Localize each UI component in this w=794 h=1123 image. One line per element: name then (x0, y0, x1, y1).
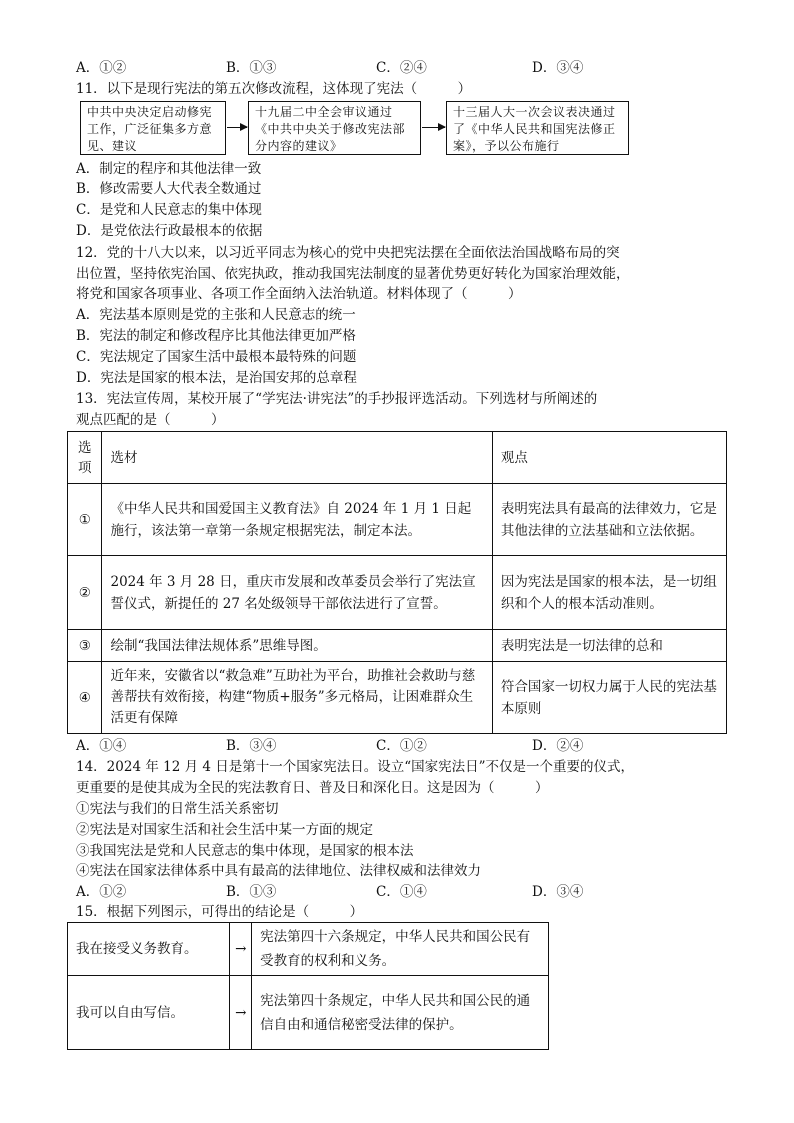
q11-flow-step-2: 十九届二中全会审议通过《中共中央关于修改宪法部分内容的建议》 (248, 101, 421, 155)
q13-table (67, 431, 727, 734)
table-row (68, 630, 727, 662)
q14-option-b[interactable]: B．①③ (226, 884, 277, 900)
q15-diagram-table (67, 922, 549, 1050)
q13-header-view: 观点 (492, 432, 726, 484)
q12-stem-line-3: 将党和国家各项事业、各项工作全面纳入法治轨道。材料体现了（ ） (76, 286, 522, 302)
q13-stem-line-2: 观点匹配的是（ ） (76, 412, 225, 428)
q13-row-view: 表明宪法具有最高的法律效力，它是其他法律的立法基础和立法依据。 (492, 484, 726, 556)
q14-stem-line-2: 更重要的是使其成为全民的宪法教育日、普及日和深化日。这是因为（ ） (76, 780, 549, 796)
q13-row-material: 绘制“我国法律法规体系”思维导图。 (102, 630, 492, 662)
q10-option-a[interactable]: A．①② (76, 60, 127, 76)
q13-row-mark: ② (68, 556, 102, 630)
q12-option-c[interactable]: C．宪法规定了国家生活中最根本最特殊的问题 (76, 349, 357, 365)
q11-option-c[interactable]: C．是党和人民意志的集中体现 (76, 202, 262, 218)
q15-row-provision: 宪法第四十条规定，中华人民共和国公民的通信自由和通信秘密受法律的保护。 (252, 976, 549, 1050)
q12-stem-line-2: 出位置，坚持依宪治国、依宪执政，推动我国宪法制度的显著优势更好转化为国家治理效能， (76, 266, 630, 282)
q10-option-c[interactable]: C．②④ (376, 60, 427, 76)
q13-row-material: 2024 年 3 月 28 日，重庆市发展和改革委员会举行了宪法宣誓仪式，新提任的 27 名处级领导干部依法进行了宣誓。 (102, 556, 492, 630)
q14-option-a[interactable]: A．①② (76, 884, 127, 900)
q14-option-d[interactable]: D．③④ (532, 884, 584, 900)
q13-option-a[interactable]: A．①④ (76, 738, 127, 754)
q14-statement-2: ②宪法是对国家生活和社会生活中某一方面的规定 (76, 822, 373, 838)
arrow-right-icon: → (230, 976, 252, 1050)
q12-option-b[interactable]: B．宪法的制定和修改程序比其他法律更加严格 (76, 328, 356, 344)
q13-option-d[interactable]: D．②④ (532, 738, 584, 754)
arrow-right-icon: → (230, 923, 252, 976)
q15-row-fact: 我可以自由写信。 (68, 976, 230, 1050)
q10-option-d[interactable]: D．③④ (532, 60, 584, 76)
q11-option-a[interactable]: A．制定的程序和其他法律一致 (76, 161, 262, 177)
q13-option-c[interactable]: C．①② (376, 738, 427, 754)
q10-options (76, 59, 716, 77)
q11-stem: 11．以下是现行宪法的第五次修改流程，这体现了宪法（ ） (76, 81, 472, 97)
q13-stem-line-1: 13．宪法宣传周，某校开展了“学宪法·讲宪法”的手抄报评选活动。下列选材与所阐述的 (76, 391, 598, 407)
q15-stem: 15．根据下列图示，可得出的结论是（ ） (76, 904, 364, 920)
q14-statement-3: ③我国宪法是党和人民意志的集中体现，是国家的根本法 (76, 843, 414, 859)
q13-row-mark: ④ (68, 662, 102, 734)
q11-option-b[interactable]: B．修改需要人大代表全数通过 (76, 181, 262, 197)
q13-option-b[interactable]: B．③④ (226, 738, 277, 754)
q14-option-c[interactable]: C．①④ (376, 884, 427, 900)
q11-flow-arrow-2 (422, 127, 445, 128)
table-row (68, 976, 549, 1050)
q14-stem-line-1: 14．2024 年 12 月 4 日是第十一个国家宪法日。设立“国家宪法日”不仅是一个重要的仪式， (76, 759, 635, 775)
table-row (68, 923, 549, 976)
q11-flow-step-1: 中共中央决定启动修宪工作，广泛征集多方意见、建议 (80, 101, 226, 155)
q14-statement-4: ④宪法在国家法律体系中具有最高的法律地位、法律权威和法律效力 (76, 863, 481, 879)
q13-row-view: 表明宪法是一切法律的总和 (492, 630, 726, 662)
q12-option-d[interactable]: D．宪法是国家的根本法，是治国安邦的总章程 (76, 370, 357, 386)
q13-row-view: 符合国家一切权力属于人民的宪法基本原则 (492, 662, 726, 734)
q10-option-b[interactable]: B．①③ (226, 60, 277, 76)
table-row (68, 556, 727, 630)
table-row (68, 484, 727, 556)
q15-row-provision: 宪法第四十六条规定，中华人民共和国公民有受教育的权利和义务。 (252, 923, 549, 976)
q12-stem-line-1: 12．党的十八大以来，以习近平同志为核心的党中央把宪法摆在全面依法治国战略布局的突 (76, 245, 620, 261)
q11-flow-step-3: 十三届人大一次会议表决通过了《中华人民共和国宪法修正案》，予以公布施行 (446, 101, 629, 155)
q14-options (76, 883, 716, 901)
q13-row-mark: ③ (68, 630, 102, 662)
table-row (68, 662, 727, 734)
q13-row-mark: ① (68, 484, 102, 556)
q13-header-material: 选材 (102, 432, 492, 484)
q14-statement-1: ①宪法与我们的日常生活关系密切 (76, 801, 279, 817)
q13-table-header (68, 432, 727, 484)
q13-options (76, 737, 716, 755)
q13-header-option: 选 项 (68, 432, 102, 484)
q13-row-material: 《中华人民共和国爱国主义教育法》自 2024 年 1 月 1 日起施行，该法第一章第一条规定根据宪法，制定本法。 (102, 484, 492, 556)
q11-flow-arrow-1 (227, 127, 247, 128)
q13-row-view: 因为宪法是国家的根本法，是一切组织和个人的根本活动准则。 (492, 556, 726, 630)
q13-row-material: 近年来，安徽省以“救急难”互助社为平台，助推社会救助与慈善帮扶有效衔接，构建“物质+服务”多元格局，让困难群众生活更有保障 (102, 662, 492, 734)
q15-row-fact: 我在接受义务教育。 (68, 923, 230, 976)
q12-option-a[interactable]: A．宪法基本原则是党的主张和人民意志的统一 (76, 307, 356, 323)
q11-option-d[interactable]: D．是党依法行政最根本的依据 (76, 223, 263, 239)
